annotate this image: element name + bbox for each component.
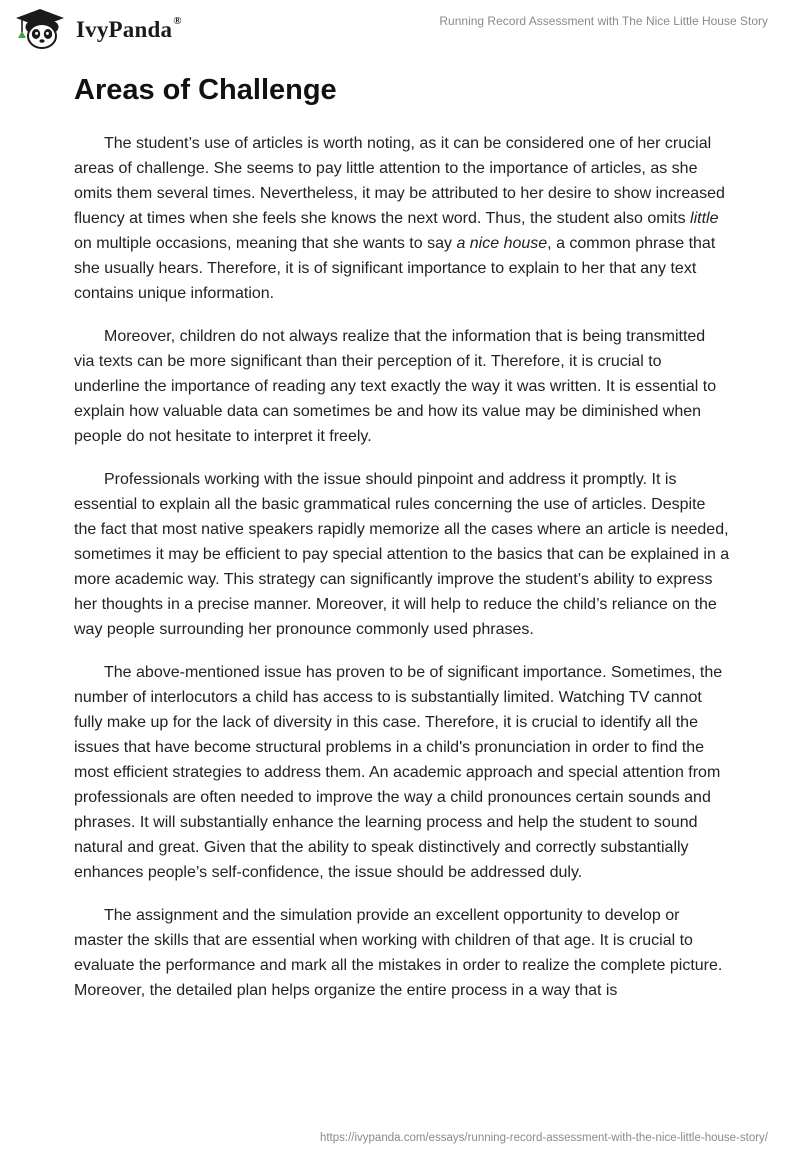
paragraph-4: The above-mentioned issue has proven to be of significant importance. Sometimes, the number of interlocutors a child has access to is substantially limited. Watching TV cannot fully make up for the lack of diversity in this case. Therefore, it is crucial to identify all the issues that have become structural problems in a child's pronunciation in order to find the most efficient strategies to address them. An academic approach and special attention from professionals are often needed to improve the way a child pronounces certain sounds and phrases. It will substantially enhance the learning process and help the student to sound natural and great. Given that the ability to speak distinctively and correctly substantially enhances people’s self-confidence, the issue should be addressed duly. xyxy=(74,664,723,881)
document-title: Running Record Assessment with The Nice Little House Story xyxy=(439,14,768,28)
paragraph-2: Moreover, children do not always realize that the information that is being transmitted via texts can be more significant than their perception of it. Therefore, it is crucial to underline the importance of reading any text exactly the way it was written. It is essential to explain how valuable data can sometimes be and how its value may be diminished when people do not hesitate to interpret it freely. xyxy=(74,328,717,445)
source-url-link[interactable]: https://ivypanda.com/essays/running-record-assessment-with-the-nice-little-house-story/ xyxy=(319,1132,768,1144)
paragraph-5: The assignment and the simulation provide an excellent opportunity to develop or master the skills that are essential when working with children of that age. It is crucial to evaluate the performance and mark all the mistakes in order to realize the complete picture. Moreover, the detailed plan helps organize the entire process in a way that is xyxy=(74,907,723,999)
brand-name: IvyPanda® xyxy=(76,15,182,42)
section-heading: Areas of Challenge xyxy=(74,74,337,106)
paragraph-1: The student’s use of articles is worth noting, as it can be considered one of her crucial areas of challenge. She seems to pay little attention to the importance of articles, as she omits them several times. Nevertheless, it may be attributed to her desire to show increased fluency at times when she feels she knows the next word. Thus, the student also omits little on multiple occasions, meaning that she wants to say a nice house, a common phrase that she usually hears. Therefore, it is of significant importance to explain to her that any text contains unique information. xyxy=(74,135,725,302)
brand-logo[interactable] xyxy=(14,8,182,50)
paragraph-3: Professionals working with the issue should pinpoint and address it promptly. It is essential to explain all the basic grammatical rules concerning the use of articles. Despite the fact that most native speakers rapidly memorize all the cases where an article is needed, sometimes it may be efficient to pay special attention to the basics that can be explained in a more academic way. This strategy can significantly improve the student’s ability to express her thoughts in a precise manner. Moreover, it will help to reduce the child’s reliance on the way people surrounding her pronounce commonly used phrases. xyxy=(74,471,730,638)
panda-logo-icon xyxy=(14,8,70,50)
essay-body xyxy=(74,131,730,1021)
registered-mark: ® xyxy=(173,15,182,28)
